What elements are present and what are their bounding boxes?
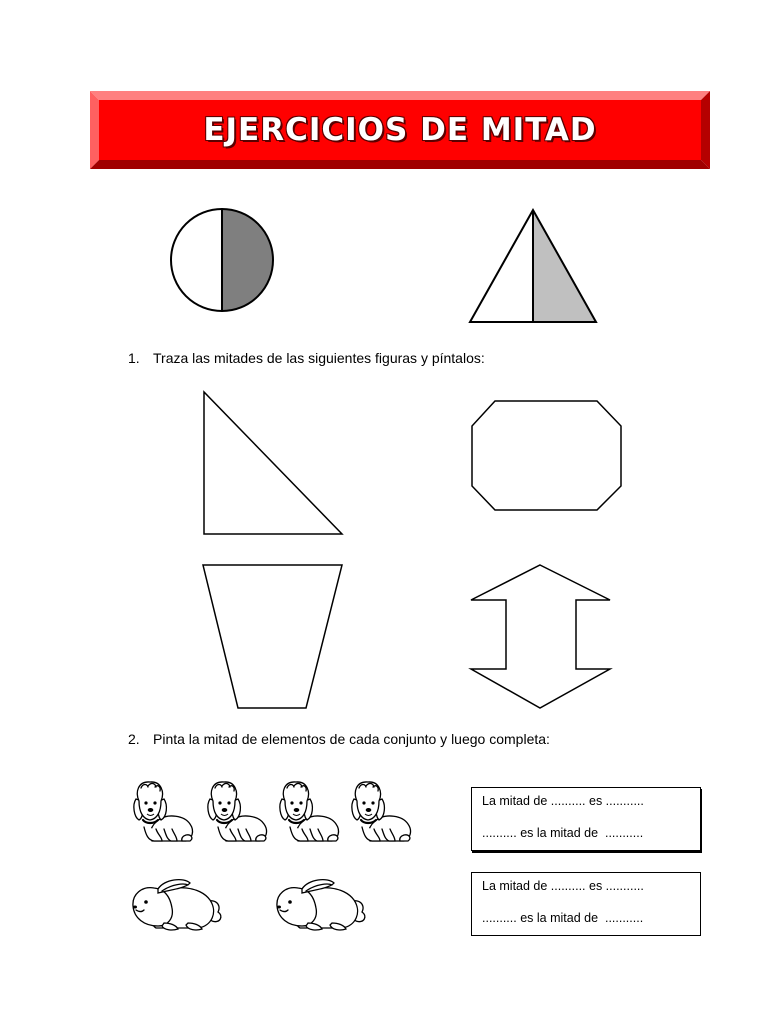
answer-line-1: La mitad de .......... es ........... xyxy=(482,879,644,893)
question-1 xyxy=(128,350,485,366)
question-2 xyxy=(128,731,550,747)
answer-box-1 xyxy=(471,787,701,851)
question-text: Pinta la mitad de elementos de cada conjunto y luego completa: xyxy=(153,731,550,747)
right-triangle-shape xyxy=(200,388,346,538)
question-number: 2. xyxy=(128,731,140,747)
question-text: Traza las mitades de las siguientes figuras y píntalos: xyxy=(153,350,485,366)
answer-line-2: .......... es la mitad de ........... xyxy=(482,826,644,840)
dog-icon xyxy=(130,779,200,847)
trapezoid-shape xyxy=(200,562,346,712)
answer-line-2: .......... es la mitad de ........... xyxy=(482,911,644,925)
question-number: 1. xyxy=(128,350,140,366)
dog-icon xyxy=(204,779,274,847)
double-arrow-shape xyxy=(468,562,616,712)
half-triangle-example xyxy=(466,206,600,326)
octagon-shape xyxy=(469,398,625,514)
half-circle-example xyxy=(168,206,278,316)
page-title: EJERCICIOS DE MITAD xyxy=(203,112,597,148)
dog-icon xyxy=(276,779,346,847)
answer-box-2 xyxy=(471,872,701,936)
rabbit-icon xyxy=(128,874,228,934)
dog-icon xyxy=(348,779,418,847)
title-banner xyxy=(90,91,710,169)
rabbit-icon xyxy=(272,874,372,934)
answer-line-1: La mitad de .......... es ........... xyxy=(482,794,644,808)
